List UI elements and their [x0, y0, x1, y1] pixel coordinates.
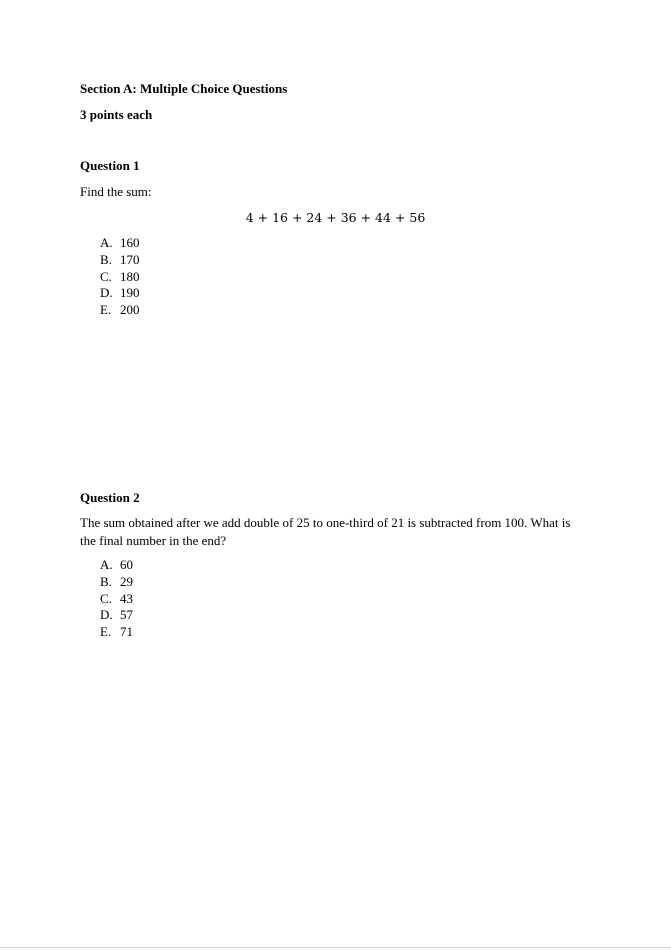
- section-points: 3 points each: [80, 107, 153, 122]
- question-1-option-b: [100, 252, 140, 269]
- question-2-options: [100, 557, 133, 641]
- option-value: 190: [120, 285, 140, 301]
- option-value: 180: [120, 268, 140, 284]
- question-1-option-a: [100, 235, 140, 252]
- option-letter: D.: [100, 607, 113, 623]
- option-value: 200: [120, 302, 140, 318]
- option-letter: E.: [100, 624, 112, 640]
- question-1-equation: 4 + 16 + 24 + 36 + 44 + 56: [245, 210, 426, 225]
- question-1-prompt: Find the sum:: [80, 184, 152, 199]
- question-1-option-e: [100, 302, 140, 319]
- question-2-option-b: [100, 574, 133, 591]
- question-2-option-d: [100, 607, 133, 624]
- question-2-option-e: [100, 624, 133, 641]
- section-title: Section A: Multiple Choice Questions: [80, 81, 288, 96]
- question-2-heading: Question 2: [80, 490, 140, 505]
- question-2-option-c: [100, 591, 133, 608]
- option-value: 160: [120, 235, 140, 250]
- question-1-option-c: [100, 269, 140, 286]
- option-value: 43: [120, 590, 133, 606]
- option-letter: A.: [100, 557, 113, 572]
- option-letter: B.: [100, 251, 112, 267]
- question-1-heading: Question 1: [80, 158, 140, 173]
- option-value: 170: [120, 251, 140, 267]
- option-letter: A.: [100, 235, 113, 250]
- question-2-prompt: The sum obtained after we add double of 25 to one-third of 21 is subtracted from 100. What is the final number in the end?: [80, 515, 571, 548]
- option-value: 71: [120, 624, 133, 640]
- question-2-option-a: [100, 557, 133, 574]
- option-value: 29: [120, 573, 133, 589]
- option-letter: C.: [100, 268, 112, 284]
- option-value: 57: [120, 607, 133, 623]
- question-1-option-d: [100, 285, 140, 302]
- option-letter: D.: [100, 285, 113, 301]
- option-letter: C.: [100, 590, 112, 606]
- option-letter: E.: [100, 302, 112, 318]
- page-bottom-divider: [0, 947, 671, 948]
- option-value: 60: [120, 557, 133, 572]
- option-letter: B.: [100, 573, 112, 589]
- question-1-options: [100, 235, 140, 319]
